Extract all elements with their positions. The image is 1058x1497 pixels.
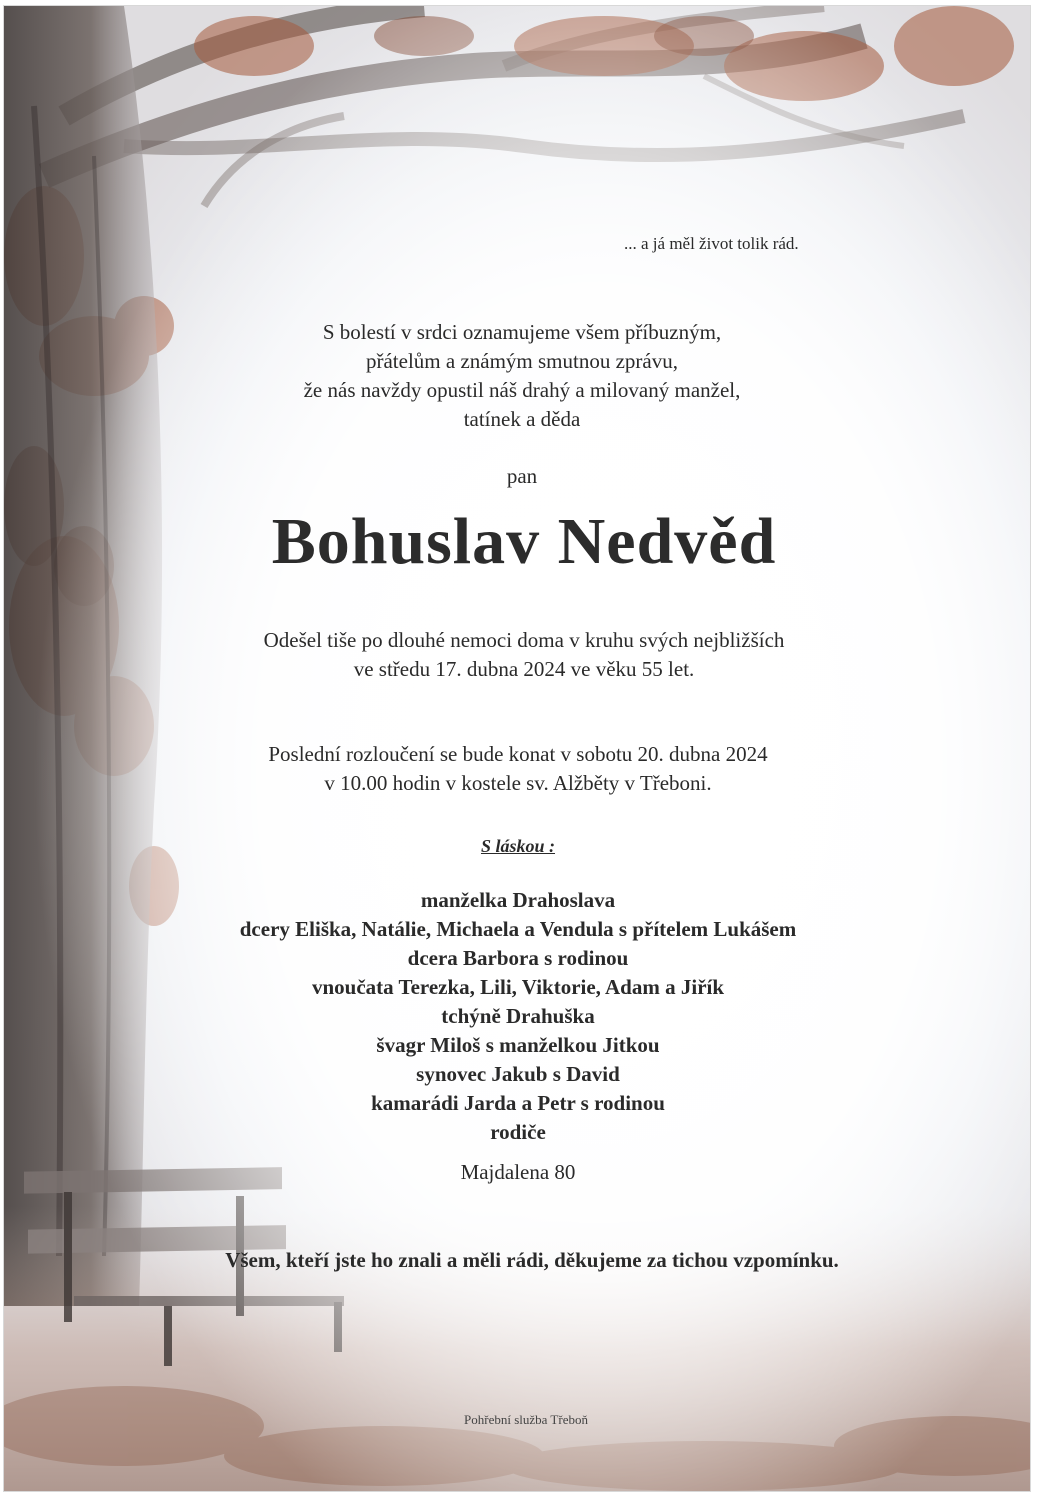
deceased-name: Bohuslav Nedvěd: [271, 505, 777, 578]
salutation: pan: [506, 464, 538, 488]
funeral-line: Poslední rozloučení se bude konat v sobotu 20. dubna 2024: [268, 742, 768, 766]
departure-line: ve středu 17. dubna 2024 ve věku 55 let.: [353, 657, 695, 681]
funeral-service-footer: Pohřební služba Třeboň: [464, 1412, 588, 1427]
family-member: vnoučata Terezka, Lili, Viktorie, Adam a Jiřík: [311, 975, 725, 999]
obituary-page: [4, 6, 1030, 1491]
departure-line: Odešel tiše po dlouhé nemoci doma v kruhu svých nejbližších: [263, 628, 785, 652]
departure-info: [264, 626, 785, 684]
intro-paragraph: [304, 318, 741, 434]
with-love-heading: S láskou :: [480, 836, 556, 856]
intro-line: tatínek a děda: [463, 407, 581, 431]
funeral-line: v 10.00 hodin v kostele sv. Alžběty v Třeboni.: [324, 771, 712, 795]
family-member: tchýně Drahuška: [441, 1004, 595, 1028]
family-list: [240, 886, 797, 1147]
family-member: dcery Eliška, Natálie, Michaela a Vendula s přítelem Lukášem: [239, 917, 797, 941]
intro-line: že nás navždy opustil náš drahý a milovaný manžel,: [303, 378, 741, 402]
family-member: kamarádi Jarda a Petr s rodinou: [371, 1091, 665, 1115]
motto: ... a já měl život tolik rád.: [624, 234, 799, 253]
family-member: rodiče: [490, 1120, 546, 1144]
family-member: dcera Barbora s rodinou: [407, 946, 629, 970]
family-member: synovec Jakub s David: [416, 1062, 620, 1086]
address: Majdalena 80: [460, 1160, 576, 1184]
intro-line: S bolestí v srdci oznamujeme všem příbuzným,: [322, 320, 722, 344]
family-member: manželka Drahoslava: [420, 888, 616, 912]
funeral-info: [268, 740, 767, 798]
family-member: švagr Miloš s manželkou Jitkou: [376, 1033, 660, 1057]
thanks-line: Všem, kteří jste ho znali a měli rádi, děkujeme za tichou vzpomínku.: [225, 1248, 839, 1272]
intro-line: přátelům a známým smutnou zprávu,: [365, 349, 678, 373]
